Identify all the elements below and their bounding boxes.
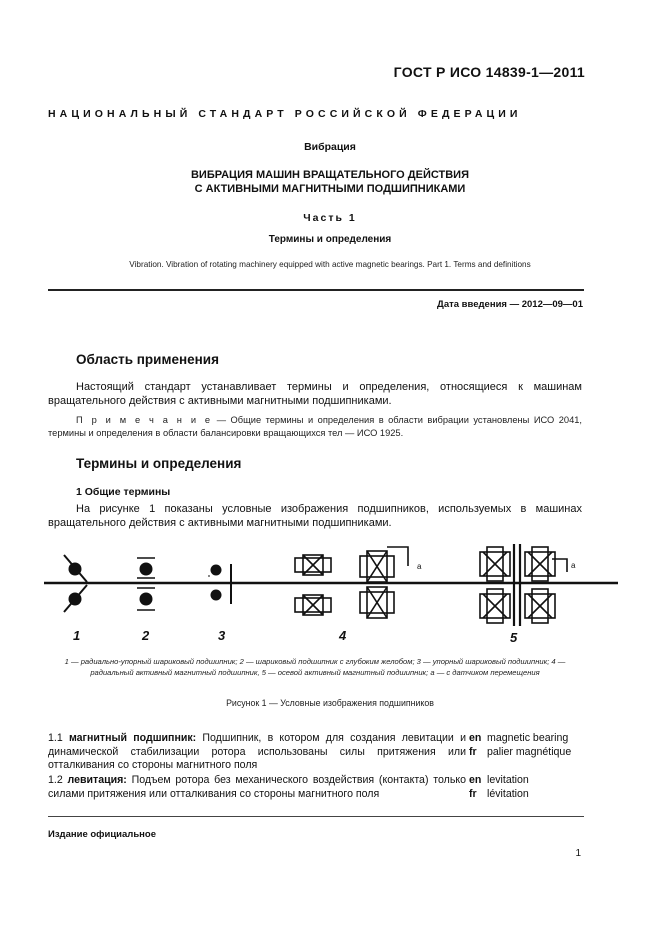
term-1-1-equivalents [469, 732, 571, 759]
bearing-symbols-figure [40, 538, 624, 644]
scope-text [48, 380, 582, 408]
term-definition: Подъем ротора без механического воздействия (контакта) только силами притяжения или отталкивания со стороны магнитного поля [48, 774, 466, 800]
title-divider [48, 289, 584, 291]
lang-code-en: en [469, 774, 482, 786]
date-of-introduction: Дата введения — 2012—09—01 [437, 299, 583, 310]
figure-number-3: 3 [218, 628, 226, 643]
category-label: Вибрация [304, 141, 356, 153]
figure-number-4: 4 [339, 628, 347, 643]
term-name: левитация: [67, 774, 127, 786]
term-number: 1.1 [48, 732, 63, 744]
edition-label: Издание официальное [48, 829, 156, 840]
lang-code-fr: fr [469, 787, 477, 800]
note-label: П р и м е ч а н и е [76, 415, 213, 425]
national-standard-banner: НАЦИОНАЛЬНЫЙ СТАНДАРТ РОССИЙСКОЙ ФЕДЕРАЦИИ [48, 108, 522, 120]
general-terms-heading: 1 Общие термины [76, 486, 171, 498]
terms-intro [48, 502, 582, 530]
term-en: magnetic bearing [487, 732, 569, 744]
english-title: Vibration. Vibration of rotating machinery equipped with active magnetic bearings. Part 1. Terms and definitions [129, 260, 531, 269]
lang-code-fr: fr [469, 745, 477, 758]
term-1-2-equivalents [469, 774, 529, 801]
terms-intro-text: На рисунке 1 показаны условные изображения подшипников, используемых в машинах вращательного действия с активными магнитными подшипниками. [48, 503, 582, 529]
sensor-label-a: a [417, 562, 422, 571]
term-fr: palier magnétique [487, 745, 572, 758]
sensor-label-a-axial: a [571, 561, 576, 570]
scope-heading: Область применения [76, 352, 219, 367]
term-fr: lévitation [487, 787, 529, 800]
term-definition: Подшипник, в котором для создания левитации и динамической стабилизации ротора использованы силы притяжения или отталкивания со стороны магнитного поля [48, 732, 466, 771]
figure-number-2: 2 [142, 628, 150, 643]
term-1-2 [48, 774, 466, 801]
term-en: levitation [487, 774, 529, 786]
title-line-2: С АКТИВНЫМИ МАГНИТНЫМИ ПОДШИПНИКАМИ [194, 183, 466, 195]
term-number: 1.2 [48, 774, 63, 786]
figure-caption: Рисунок 1 — Условные изображения подшипников [226, 698, 434, 708]
scope-paragraph: Настоящий стандарт устанавливает термины и определения, относящиеся к машинам вращательного действия с активными магнитными подшипниками. [48, 381, 582, 407]
footer-divider [48, 816, 584, 817]
term-1-1 [48, 732, 466, 773]
document-title [40, 168, 620, 196]
term-name: магнитный подшипник: [68, 732, 197, 744]
lang-code-en: en [469, 732, 482, 744]
part-label: Часть 1 [303, 212, 357, 224]
document-subtitle: Термины и определения [268, 234, 392, 245]
note-text: — Общие термины и определения в области вибрации установлены ИСО 2041, термины и определения в области балансировки вращающихся тел — ИСО 1925. [48, 415, 583, 438]
figure-number-1: 1 [73, 628, 81, 643]
figure-legend: 1 — радиально-упорный шариковый подшипник; 2 — шариковый подшипник с глубоким желобом; 3 — упорный шариковый подшипник; 4 — радиальный активный магнитный подшипник, 5 — осевой активный магнитный подшипник; a — с датчиком перемещения [64, 657, 566, 677]
title-line-1: ВИБРАЦИЯ МАШИН ВРАЩАТЕЛЬНОГО ДЕЙСТВИЯ [190, 169, 469, 181]
terms-heading: Термины и определения [76, 456, 242, 471]
page-number: 1 [575, 848, 581, 859]
document-code: ГОСТ Р ИСО 14839-1—2011 [393, 64, 585, 80]
symbol-axial-amb [480, 544, 567, 626]
scope-note [48, 414, 582, 440]
figure-number-5: 5 [510, 630, 518, 644]
